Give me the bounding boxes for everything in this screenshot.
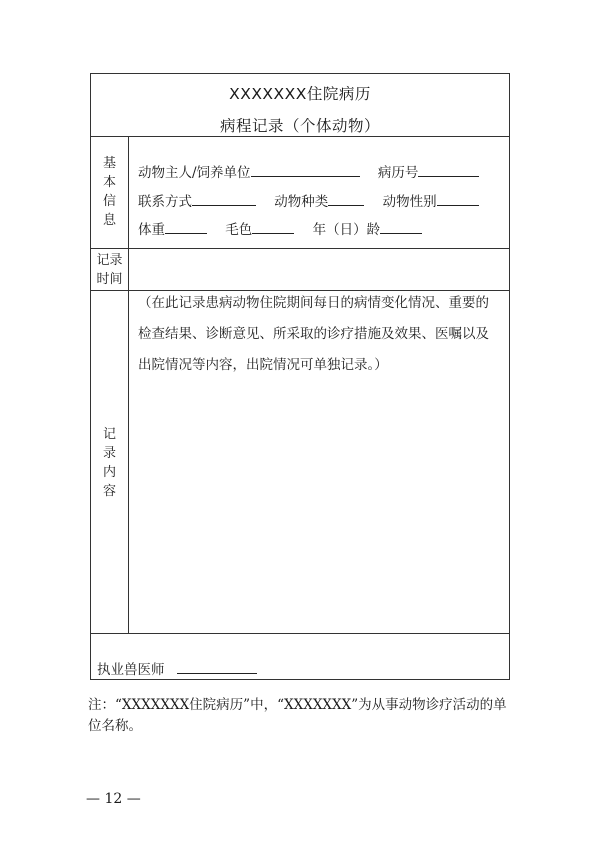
contact-label: 联系方式 — [138, 194, 192, 210]
record-time-field[interactable] — [129, 249, 509, 290]
basic-info-label: 基 本 信 息 — [102, 156, 116, 228]
weight-field[interactable] — [165, 219, 207, 234]
record-no-field[interactable] — [418, 162, 479, 177]
instruction-line: 检查结果、诊断意见、所采取的诊疗措施及效果、医嘱以及 — [138, 326, 489, 342]
medical-record-form — [90, 73, 510, 680]
weight-label: 体重 — [138, 222, 165, 238]
basic-info-row-2 — [138, 190, 479, 210]
instruction-line: 出院情况等内容，出院情况可单独记录。） — [138, 357, 388, 373]
divider-title — [91, 136, 509, 137]
owner-label: 动物主人/饲养单位 — [138, 165, 251, 181]
record-content-instructions — [138, 288, 508, 381]
basic-info-row-3 — [138, 218, 422, 238]
contact-field[interactable] — [192, 191, 256, 206]
divider-record-content — [91, 633, 509, 634]
color-label: 毛色 — [225, 222, 253, 238]
age-label: 年（日）龄 — [312, 222, 381, 238]
color-field[interactable] — [252, 219, 294, 234]
sex-field[interactable] — [437, 191, 479, 206]
basic-info-row-1 — [138, 161, 479, 181]
record-time-label: 记录 时间 — [96, 253, 123, 287]
owner-field[interactable] — [251, 162, 360, 177]
vet-signature-field[interactable] — [177, 659, 257, 674]
species-label: 动物种类 — [274, 194, 329, 210]
footnote: 注：“XXXXXXX住院病历”中，“XXXXXXX”为从事动物诊疗活动的单位名称。 — [88, 697, 507, 734]
page-number: — 12 — — [86, 791, 141, 807]
vet-signature-label: 执业兽医师 — [97, 662, 165, 678]
label-column-divider — [128, 136, 129, 633]
record-no-label: 病历号 — [377, 165, 419, 181]
species-field[interactable] — [328, 191, 364, 206]
vet-signature-row — [97, 658, 257, 678]
form-subtitle: 病程记录（个体动物） — [219, 117, 380, 135]
age-field[interactable] — [380, 219, 422, 234]
record-content-label: 记 录 内 容 — [102, 427, 116, 499]
sex-label: 动物性别 — [382, 194, 437, 210]
instruction-line: （在此记录患病动物住院期间每日的病情变化情况、重要的 — [138, 295, 489, 311]
form-title: XXXXXXX住院病历 — [229, 85, 371, 103]
